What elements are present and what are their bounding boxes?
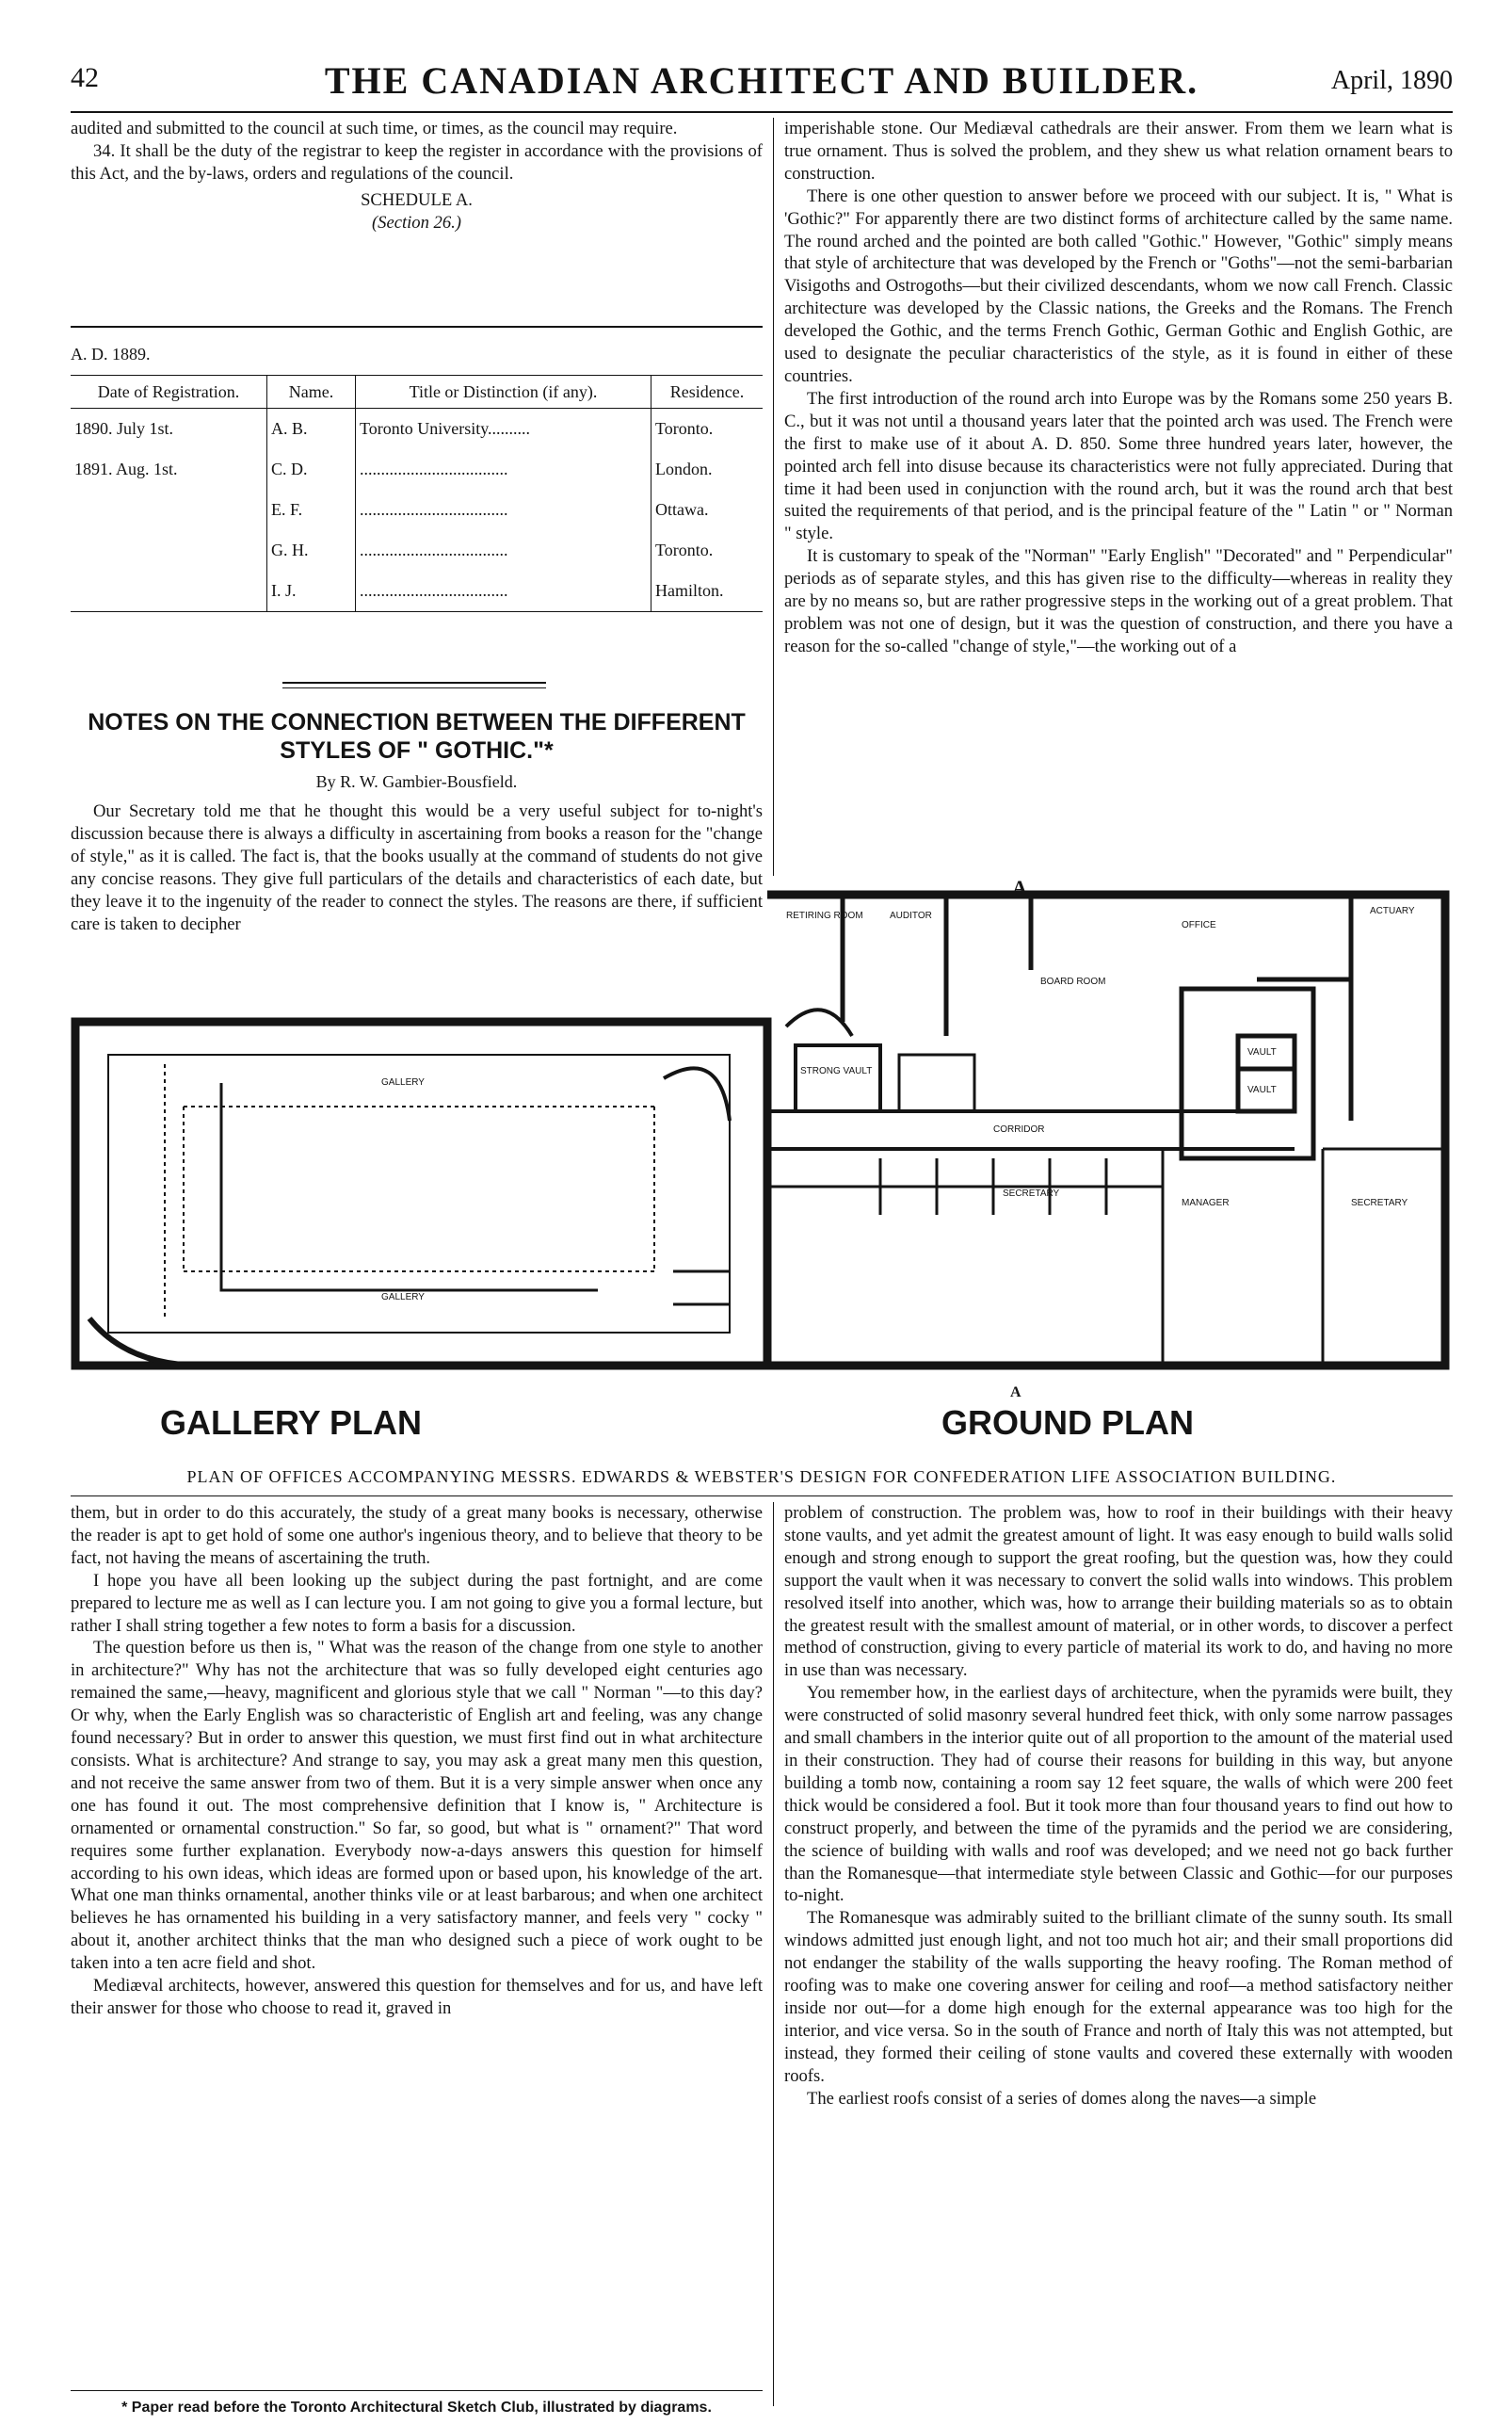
paragraph: problem of construction. The problem was, how to roof in their buildings with their heavy stone vaults, and yet admit the greatest amount of light. It was easy enough to build walls solid enough and strong enough to support the great roofing, but the question was, how they could support the vault when it was necessary to convert the solid walls into windows. This problem resolved itself into another, which was, how to arrange their building materials so as to obtain the greatest result with the smallest amount of material, or in other words, to discover a perfect method of construction, giving to every particle of material its work to do, and having no more in use than was necessary.: [784, 1503, 1453, 1681]
cell-date: [71, 530, 267, 571]
paragraph: The Romanesque was admirably suited to the brilliant climate of the sunny south. Its small windows admitted just enough light, and not too much hot air; and their small proportions did not endanger the stability of the walls supporting the heavy roofing. The Roman method of roofing was to make one covering answer for ceiling and roof—a method satisfactory neither inside nor out—for a dome high enough for the external appearance was too high for the interior, and vice versa. So in the south of France and north of Italy this was not attempted, but instead, they formed their ceiling of stone vaults and covered these externally with wooden roofs.: [784, 1908, 1453, 2086]
left-bottom-column: [71, 1502, 763, 2020]
paragraph: I hope you have all been looking up the subject during the past fortnight, and are come prepared to lecture me as well as I can lecture you. I am not going to give you a formal lecture, but rather I shall string together a few notes to form a basis for a discussion.: [71, 1570, 763, 1636]
gallery-plan-label: GALLERY PLAN: [160, 1403, 423, 1442]
schedule-section: (Section 26.): [371, 212, 461, 233]
ground-plan-label: GROUND PLAN: [941, 1403, 1194, 1442]
divider-rule: [282, 682, 546, 684]
svg-text:VAULT: VAULT: [1247, 1085, 1277, 1095]
svg-text:OFFICE: OFFICE: [1182, 920, 1216, 930]
section-mark-bottom: A: [1010, 1384, 1021, 1400]
footnote-rule: [71, 2390, 763, 2391]
svg-text:SECRETARY: SECRETARY: [1003, 1188, 1060, 1199]
cell-date: [71, 571, 267, 612]
right-top-column: [784, 118, 1453, 658]
cell-title: ...................................: [356, 530, 651, 571]
column-header: Date of Registration.: [71, 376, 267, 409]
paragraph: imperishable stone. Our Mediæval cathedrals are their answer. From them we learn what is true ornament. Thus is solved the problem, and they shew us what relation ornament bears to construction.: [784, 119, 1453, 184]
header-rule: [71, 111, 1453, 113]
svg-text:GALLERY: GALLERY: [381, 1292, 425, 1302]
column-divider: [773, 1502, 774, 2406]
cell-date: 1890. July 1st.: [74, 419, 174, 438]
masthead-title: THE CANADIAN ARCHITECT AND BUILDER.: [324, 59, 1199, 102]
left-top-column: [71, 118, 763, 234]
ground-plan-walls: [767, 895, 1445, 1366]
floor-plan-figure: [71, 876, 1453, 1460]
table-row: [71, 530, 763, 571]
page-header: [71, 58, 1453, 105]
column-divider: [773, 118, 774, 876]
page-number: 42: [71, 62, 99, 93]
table-row: [71, 490, 763, 530]
schedule-year: A. D. 1889.: [71, 345, 151, 364]
cell-residence: Ottawa.: [651, 490, 764, 530]
table-row: [71, 571, 763, 612]
svg-text:MANAGER: MANAGER: [1182, 1198, 1230, 1208]
column-header: Name.: [267, 376, 356, 409]
cell-residence: Hamilton.: [651, 571, 764, 612]
section-mark-top: A: [1012, 876, 1027, 899]
table-header-row: [71, 376, 763, 409]
gallery-plan-labels: [381, 1077, 425, 1302]
cell-title: ...................................: [356, 571, 651, 612]
table-row: [71, 449, 763, 490]
schedule-rule: [71, 326, 763, 328]
paragraph: Mediæval architects, however, answered this question for themselves and for us, and have left their answer for those who choose to read it, graved in: [71, 1976, 763, 2018]
paragraph: audited and submitted to the council at such time, or times, as the council may require.: [71, 119, 678, 138]
table-row: [71, 409, 763, 450]
schedule-title: SCHEDULE A.: [361, 189, 473, 210]
cell-date: 1891. Aug. 1st.: [74, 460, 178, 478]
caption-rule: [71, 1495, 1453, 1496]
cell-name: G. H.: [267, 530, 356, 571]
paragraph: It is customary to speak of the "Norman" "Early English" "Decorated" and " Perpendicular" periods as of separate styles, and this has given rise to the difficulty—whereas in reality they are by no means so, but are rather progressive steps in the working out of a great problem. That problem was not one of design, but it was the question of construction, and there you have a reason for the so-called "change of style,"—the working out of a: [784, 546, 1453, 656]
cell-name: A. B.: [267, 409, 356, 450]
cell-title: ...................................: [356, 490, 651, 530]
svg-text:ACTUARY: ACTUARY: [1370, 906, 1415, 916]
svg-text:RETIRING ROOM: RETIRING ROOM: [786, 911, 863, 921]
figure-caption: PLAN OF OFFICES ACCOMPANYING MESSRS. EDWARDS & WEBSTER'S DESIGN FOR CONFEDERATION LIFE ASSOCIATION BUILDING.: [186, 1467, 1337, 1486]
cell-residence: London.: [651, 449, 764, 490]
svg-text:VAULT: VAULT: [1247, 1047, 1277, 1058]
cell-name: I. J.: [267, 571, 356, 612]
svg-text:AUDITOR: AUDITOR: [890, 911, 932, 921]
paragraph: Our Secretary told me that he thought this would be a very useful subject for to-night's discussion because there is always a difficulty in ascertaining from books a reason for the "change of style," as it is called. The fact is, that the books usually at the command of students do not give any concise reasons. They give full particulars of the details and characteristics of each date, but they leave it to the ingenuity of the reader to connect the styles. The reasons are there, if sufficient care is taken to decipher: [71, 801, 763, 934]
cell-title: Toronto University..........: [356, 409, 651, 450]
article-byline: By R. W. Gambier-Bousfield.: [315, 772, 518, 791]
paragraph: them, but in order to do this accurately, the study of a great many books is necessary, otherwise the reader is apt to get hold of some one author's ingenious theory, and to believe that theory to be fact, not having the means of ascertaining the truth.: [71, 1503, 763, 1568]
schedule-table: [71, 375, 763, 612]
gallery-plan-walls: [75, 1022, 767, 1366]
footnote: * Paper read before the Toronto Architectural Sketch Club, illustrated by diagrams.: [121, 2400, 712, 2416]
paragraph: 34. It shall be the duty of the registrar to keep the register in accordance with the provisions of this Act, and the by-laws, orders and regulations of the council.: [71, 140, 763, 184]
cell-name: C. D.: [267, 449, 356, 490]
cell-name: E. F.: [267, 490, 356, 530]
right-bottom-column: [784, 1502, 1453, 2110]
svg-text:SECRETARY: SECRETARY: [1351, 1198, 1408, 1208]
paragraph: There is one other question to answer before we proceed with our subject. It is, " What is 'Gothic?" For apparently there are two distinct forms of architecture called by the same name. The round arched and the pointed are both called "Gothic." However, "Gothic" simply means that style of architecture that was developed by the French or "Goths"—not the semi-barbarian Visigoths and Ostrogoths—but their civilized descendants, whom we now call French. Classic architecture was developed by the Classic nations, the Greeks and the Romans. The French developed the Gothic, and the terms French Gothic, German Gothic and English Gothic, are used to designate the peculiar characteristics of the style, as it is found in either of these countries.: [784, 186, 1453, 386]
svg-text:GALLERY: GALLERY: [381, 1077, 425, 1088]
paragraph: The earliest roofs consist of a series of domes along the naves—a simple: [807, 2088, 1317, 2109]
svg-text:STRONG VAULT: STRONG VAULT: [800, 1066, 873, 1076]
cell-title: ...................................: [356, 449, 651, 490]
article-headline: NOTES ON THE CONNECTION BETWEEN THE DIFFERENT STYLES OF " GOTHIC."*: [88, 709, 746, 764]
floor-plan-drawing: [71, 876, 1453, 1460]
cell-residence: Toronto.: [651, 530, 764, 571]
paragraph: The question before us then is, " What was the reason of the change from one style to another in architecture?" Why has not the architecture that was so fully developed eight centuries ago remained the same,—heavy, magnificent and glorious style that we call " Norman "—to this day? Or why, when the Early English was so characteristic of English art and feeling, was any change found necessary? But in order to answer this question, we must first find out in what architecture consists. What is architecture? And strange to say, you may ask a great many men this question, and not receive the same answer from two of them. But it is a very simple answer when once any one has found it out. The most comprehensive definition that I know is, " Architecture is ornamented or ornamental construction." So far, so good, but what is " ornament?" That word requires some further explanation. Everybody now-a-days answers this question for himself according to his own ideas, which ideas are formed upon or based upon, his knowledge of the art. What one man thinks ornamental, another thinks vile or at least barbarous; and when one architect believes he has ornamented his building in a very satisfactory manner, and feels very " cocky " about it, another architect thinks that the man who designed such a piece of work ought to be taken into a ten acre field and shot.: [71, 1638, 763, 1974]
column-header: Residence.: [651, 376, 764, 409]
svg-text:CORRIDOR: CORRIDOR: [993, 1124, 1045, 1135]
paragraph: The first introduction of the round arch into Europe was by the Romans some 250 years B. C., but it was not until a thousand years later that the pointed arch was used. The French were the first to make use of it about A. D. 850. Some three hundred years later, however, the pointed arch fell into disuse because its characteristics were not fully appreciated. During that time it had been used in conjunction with the round arch, but it was the round arch that best suited the requirements of that period, and is the principal feature of the " Latin " or " Norman " style.: [784, 388, 1453, 544]
column-header: Title or Distinction (if any).: [356, 376, 651, 409]
cell-date: [71, 490, 267, 530]
divider-rule: [282, 687, 546, 688]
svg-text:BOARD ROOM: BOARD ROOM: [1040, 977, 1106, 987]
cell-residence: Toronto.: [651, 409, 764, 450]
issue-date: April, 1890: [1330, 66, 1453, 95]
paragraph: You remember how, in the earliest days of architecture, when the pyramids were built, they were constructed of solid masonry several hundred feet thick, with only some narrow passages and small chambers in the interior quite out of all proportion to the amount of the material used in their construction. They had of course their reasons for building in this way, but anyone building a tomb now, containing a room say 12 feet square, the walls of which were 200 feet thick would be considered a fool. But it took more than four thousand years to find out how to construct properly, and between the time of the pyramids and the period we are considering, the science of building with walls and roof was developed; and we need not go back further than the Romanesque—that intermediate style between Classic and Gothic—for our purposes to-night.: [784, 1683, 1453, 1906]
